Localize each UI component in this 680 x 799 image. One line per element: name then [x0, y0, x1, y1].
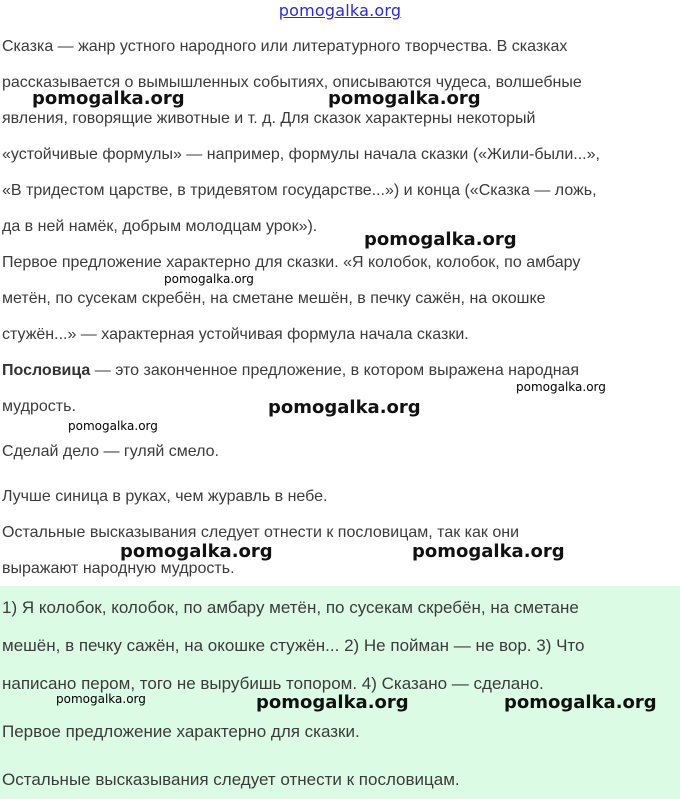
- text-line-7: Первое предложение характерно для сказки. «Я колобок, колобок, по амбару: [2, 254, 581, 271]
- text-line-4: «устойчивые формулы» — например, формулы начала сказки («Жили-были...»,: [2, 146, 600, 163]
- text-line-5: «В тридестом царстве, в тридевятом государстве...») и конца («Сказка — ложь,: [2, 182, 597, 199]
- proverb-definition: [2, 362, 579, 380]
- watermark: pomogalka.org: [120, 541, 273, 562]
- text-line-2: рассказывается о вымышленных событиях, описываются чудеса, волшебные: [2, 74, 582, 91]
- text-line-11: мудрость.: [2, 398, 76, 415]
- watermark: pomogalka.org: [32, 88, 185, 109]
- watermark: pomogalka.org: [268, 397, 421, 418]
- proverb-definition-text: — это законченное предложение, в котором выражена народная: [90, 362, 580, 379]
- proverb-term: Пословица: [2, 362, 91, 379]
- answer-line-3: написано пером, того не вырубишь топором. 4) Сказано — сделано.: [2, 674, 544, 693]
- text-line-15: выражают народную мудрость.: [2, 560, 235, 577]
- text-line-3: явления, говорящие животные и т. д. Для сказок характерны некоторый: [2, 110, 536, 127]
- watermark: pomogalka.org: [364, 229, 517, 250]
- watermark: pomogalka.org: [504, 692, 657, 713]
- text-line-8: метён, по сусекам скребён, на сметане мешён, в печку сажён, на окошке: [2, 290, 546, 307]
- answer-line-5: Остальные высказывания следует отнести к пословицам.: [2, 770, 460, 789]
- answer-line-4: Первое предложение характерно для сказки.: [2, 722, 360, 741]
- answer-line-1: 1) Я колобок, колобок, по амбару метён, по сусекам скребён, на сметане: [2, 598, 579, 617]
- answer-line-2: мешён, в печку сажён, на окошке стужён... 2) Не пойман — не вор. 3) Что: [2, 636, 585, 655]
- site-watermark-link[interactable]: pomogalka.org: [278, 1, 402, 20]
- proverb-example-2: Лучше синица в руках, чем журавль в небе.: [2, 488, 328, 505]
- watermark: pomogalka.org: [412, 541, 565, 562]
- watermark-small: pomogalka.org: [68, 419, 158, 433]
- watermark-small: pomogalka.org: [164, 272, 254, 286]
- watermark-small: pomogalka.org: [516, 380, 606, 394]
- text-line-1: Сказка — жанр устного народного или литературного творчества. В сказках: [2, 38, 568, 55]
- watermark: pomogalka.org: [328, 88, 481, 109]
- proverb-example-1: Сделай дело — гуляй смело.: [2, 443, 219, 460]
- text-line-6: да в ней намёк, добрым молодцам урок»).: [2, 218, 318, 235]
- text-line-9: стужён...» — характерная устойчивая формула начала сказки.: [2, 326, 469, 343]
- watermark: pomogalka.org: [256, 692, 409, 713]
- text-line-14: Остальные высказывания следует отнести к пословицам, так как они: [2, 524, 520, 541]
- watermark-small: pomogalka.org: [56, 692, 146, 706]
